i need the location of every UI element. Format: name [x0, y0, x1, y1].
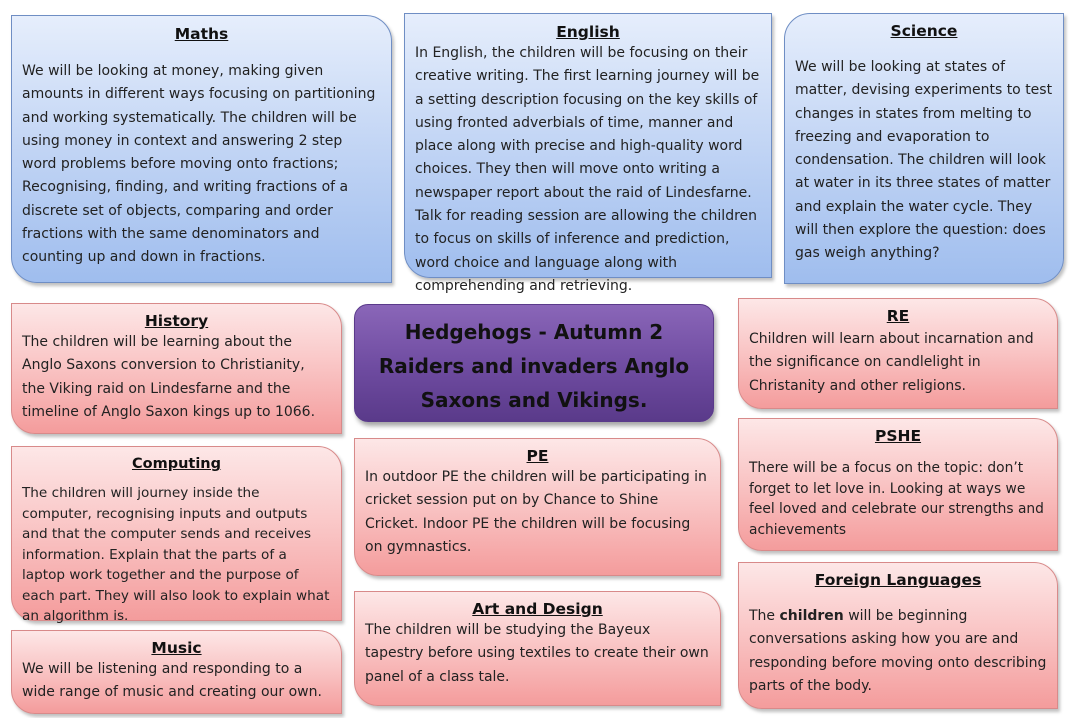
page-title-line-2: Raiders and invaders Anglo [378, 354, 690, 378]
art-heading: Art and Design [472, 600, 603, 618]
page-title-panel [354, 304, 714, 422]
re-heading: RE [886, 307, 910, 325]
english-panel [404, 13, 772, 294]
music-text: We will be listening and responding to a wide range of music and creating our own. [22, 661, 322, 701]
pshe-panel [738, 418, 1058, 551]
music-panel [11, 630, 342, 714]
languages-text-bold: children [779, 608, 844, 624]
computing-panel [11, 446, 342, 624]
maths-text: We will be looking at money, making given amounts in different ways focusing on partitioning and working systematically. The children will be using money in context and answering 2 step word problems before moving onto fractions; Recognising, finding, and writing fractions of a discrete set of objects, comparing and order fractions with the same denominators and counting up and down in fractions. [22, 63, 376, 266]
languages-text-start: The [749, 608, 780, 624]
pe-text: In outdoor PE the children will be participating in cricket session put on by Chance to Shine Cricket. Indoor PE the children will be focusing on gymnastics. [365, 469, 707, 555]
maths-heading: Maths [174, 25, 229, 43]
pe-heading: PE [526, 447, 549, 465]
art-panel [354, 591, 721, 706]
page-title-line-1: Hedgehogs - Autumn 2 [404, 320, 664, 344]
computing-heading: Computing [131, 456, 222, 472]
computing-text: The children will journey inside the computer, recognising inputs and outputs and that the computer sends and receives information. Explain that the parts of a laptop work together and the purpose of each part. They will also look to explain what an algorithm is. [22, 485, 330, 624]
history-text: The children will be learning about the Anglo Saxons conversion to Christianity, the Viking raid on Lindesfarne and the timeline of Anglo Saxon kings up to 1066. [22, 334, 316, 420]
re-panel [738, 298, 1058, 409]
art-text: The children will be studying the Bayeux tapestry before using textiles to create their own panel of a class tale. [365, 622, 709, 685]
re-text: Children will learn about incarnation and the significance on candlelight in Christanity and other religions. [749, 331, 1034, 394]
english-text: In English, the children will be focusing on their creative writing. The first learning journey will be a setting description focusing on the key skills of using fronted adverbials of time, manner and place along with precise and high-quality word choices. They then will move onto writing a newspaper report about the raid of Lindesfarne. Talk for reading session are allowing the children to focus on skills of inference and prediction, word choice and language along with comprehending and retrieving. [415, 45, 760, 294]
science-panel [784, 13, 1064, 284]
page-title-line-3: Saxons and Vikings. [420, 388, 648, 412]
maths-panel [11, 15, 392, 283]
pshe-heading: PSHE [874, 427, 922, 445]
languages-text-end: will be beginning conversations asking how you are and responding before moving onto describing parts of the body. [749, 608, 1047, 694]
history-heading: History [144, 312, 209, 330]
music-heading: Music [151, 639, 202, 657]
history-panel [11, 303, 342, 434]
languages-panel [738, 562, 1058, 709]
english-heading: English [556, 23, 620, 41]
science-heading: Science [890, 22, 958, 40]
pe-panel [354, 438, 721, 576]
languages-heading: Foreign Languages [814, 571, 982, 589]
pshe-text: There will be a focus on the topic: don’t forget to let love in. Looking at ways we feel loved and celebrate our strengths and achievements [749, 460, 1044, 538]
languages-text [749, 605, 1047, 698]
science-text: We will be looking at states of matter, devising experiments to test changes in states from melting to freezing and evaporation to condensation. The children will look at water in its three states of matter and explain the water cycle. They will then explore the question: does gas weigh anything? [795, 59, 1053, 262]
